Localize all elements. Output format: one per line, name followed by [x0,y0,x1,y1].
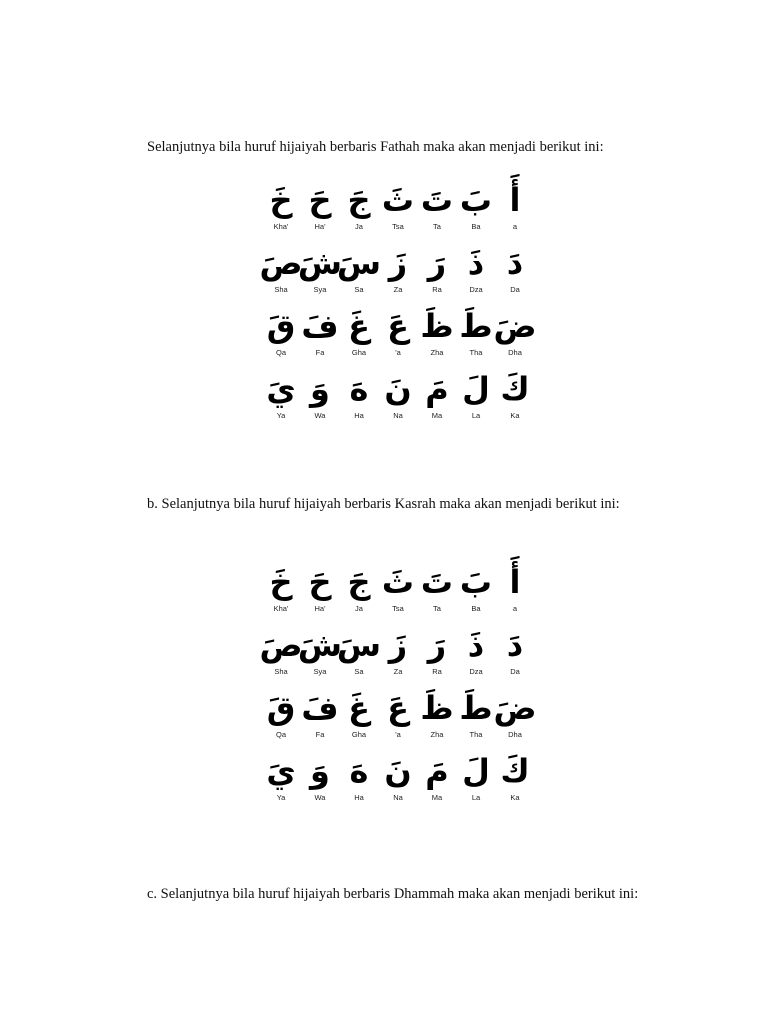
letter-cell [497,625,533,688]
letter-cell [497,369,533,432]
letter-row [263,688,537,751]
letter-cell [302,306,338,369]
arabic-letter: غَ [348,307,370,345]
arabic-letter: سَ [336,244,382,282]
letter-cell [341,180,377,243]
letter-row [263,369,533,432]
letter-cell [302,688,338,751]
letter-cell [259,625,303,688]
latin-transliteration: Sa [354,285,364,294]
arabic-letter: زَ [388,626,408,664]
letter-cell [493,306,537,369]
latin-transliteration: Gha [351,348,367,357]
letter-cell [497,243,533,306]
latin-transliteration: Tsa [392,222,404,231]
letter-cell [297,625,343,688]
arabic-letter: جَ [347,563,371,601]
arabic-letter: ضَ [493,307,537,345]
arabic-letter: يَ [266,370,296,408]
letter-cell [263,562,299,625]
latin-transliteration: Za [393,667,403,676]
hijaiyah-table-kasrah [259,562,537,814]
latin-transliteration: Tha [469,348,483,357]
letter-cell [497,562,533,625]
arabic-letter: شَ [297,626,343,664]
arabic-letter: صَ [259,626,303,664]
arabic-letter: رَ [427,244,447,282]
arabic-letter: زَ [388,244,408,282]
latin-transliteration: Sa [354,667,364,676]
latin-transliteration: 'a [395,348,401,357]
letter-cell [341,688,377,751]
arabic-letter: ظَ [420,689,454,727]
latin-transliteration: Da [510,667,520,676]
latin-transliteration: Ya [276,793,286,802]
latin-transliteration: Dza [469,285,483,294]
letter-cell [419,562,455,625]
letter-cell [419,688,455,751]
arabic-letter: عَ [387,307,409,345]
letter-cell [259,243,303,306]
letter-cell [380,688,416,751]
letter-cell [380,306,416,369]
letter-cell [380,180,416,243]
letter-cell [302,751,338,814]
latin-transliteration: Ma [431,793,443,802]
letter-row [263,306,537,369]
arabic-letter: شَ [297,244,343,282]
arabic-letter: ضَ [493,689,537,727]
letter-cell [419,243,455,306]
latin-transliteration: Sha [274,285,288,294]
arabic-letter: ثَ [381,563,415,601]
letter-cell [458,562,494,625]
letter-cell [380,243,416,306]
arabic-letter: أَ [509,181,521,219]
arabic-letter: بَ [459,563,493,601]
latin-transliteration: Za [393,285,403,294]
arabic-letter: نَ [384,752,412,790]
latin-transliteration: La [471,411,481,420]
letter-cell [263,751,299,814]
letter-cell [419,369,455,432]
latin-transliteration: Ta [433,604,441,613]
paragraph-kasrah: b. Selanjutnya bila huruf hijaiyah berbaris Kasrah maka akan menjadi berikut ini: [147,496,620,512]
arabic-letter: فَ [301,307,339,345]
letter-cell [263,369,299,432]
letter-cell [458,625,494,688]
latin-transliteration: Ha [354,793,364,802]
latin-transliteration: Wa [314,411,326,420]
arabic-letter: تَ [420,563,454,601]
letter-cell [458,369,494,432]
latin-transliteration: Ka [510,411,520,420]
latin-transliteration: Ha [354,411,364,420]
latin-transliteration: Ma [431,411,443,420]
arabic-letter: مَ [425,370,449,408]
latin-transliteration: Ra [432,667,442,676]
letter-cell [497,180,533,243]
arabic-letter: ثَ [381,181,415,219]
letter-cell [341,369,377,432]
arabic-letter: غَ [348,689,370,727]
letter-cell [263,180,299,243]
arabic-letter: دَ [506,244,524,282]
latin-transliteration: Sya [313,285,327,294]
letter-cell [458,306,494,369]
letter-cell [297,243,343,306]
latin-transliteration: a [512,222,518,231]
arabic-letter: نَ [384,370,412,408]
letter-row [263,751,533,814]
latin-transliteration: Ra [432,285,442,294]
latin-transliteration: Qa [275,348,286,357]
letter-cell [336,625,382,688]
latin-transliteration: Ha' [314,222,326,231]
arabic-letter: خَ [269,563,293,601]
letter-cell [341,751,377,814]
arabic-letter: وَ [310,370,330,408]
latin-transliteration: Ba [471,222,481,231]
latin-transliteration: Qa [275,730,286,739]
arabic-letter: دَ [506,626,524,664]
arabic-letter: قَ [266,689,296,727]
letter-cell [419,306,455,369]
arabic-letter: لَ [462,370,490,408]
arabic-letter: ذَ [467,244,485,282]
latin-transliteration: Ja [355,222,363,231]
arabic-letter: كَ [500,752,530,790]
arabic-letter: خَ [269,181,293,219]
letter-cell [493,688,537,751]
arabic-letter: لَ [462,752,490,790]
letter-cell [380,562,416,625]
arabic-letter: يَ [266,752,296,790]
letter-cell [336,243,382,306]
letter-row [263,562,533,625]
arabic-letter: كَ [500,370,530,408]
latin-transliteration: Ba [471,604,481,613]
arabic-letter: صَ [259,244,303,282]
letter-cell [380,625,416,688]
letter-cell [458,243,494,306]
arabic-letter: رَ [427,626,447,664]
letter-cell [380,751,416,814]
latin-transliteration: Sha [274,667,288,676]
latin-transliteration: Ja [355,604,363,613]
letter-cell [419,180,455,243]
latin-transliteration: Kha' [273,222,289,231]
letter-cell [341,562,377,625]
arabic-letter: هَ [349,752,369,790]
arabic-letter: وَ [310,752,330,790]
letter-cell [458,688,494,751]
arabic-letter: أَ [509,563,521,601]
latin-transliteration: a [512,604,518,613]
letter-cell [341,306,377,369]
arabic-letter: تَ [420,181,454,219]
latin-transliteration: Wa [314,793,326,802]
arabic-letter: طَ [459,307,493,345]
latin-transliteration: Gha [351,730,367,739]
letter-cell [302,562,338,625]
latin-transliteration: Dha [508,730,522,739]
arabic-letter: مَ [425,752,449,790]
latin-transliteration: Tha [469,730,483,739]
arabic-letter: عَ [387,689,409,727]
arabic-letter: سَ [336,626,382,664]
latin-transliteration: Ha' [314,604,326,613]
latin-transliteration: Na [393,411,403,420]
latin-transliteration: Ka [510,793,520,802]
letter-cell [419,751,455,814]
letter-cell [419,625,455,688]
latin-transliteration: Fa [315,730,325,739]
letter-row [259,243,533,306]
latin-transliteration: 'a [395,730,401,739]
letter-cell [458,180,494,243]
letter-cell [302,180,338,243]
hijaiyah-table-fathah [259,180,537,432]
paragraph-fathah: Selanjutnya bila huruf hijaiyah berbaris Fathah maka akan menjadi berikut ini: [147,139,604,155]
latin-transliteration: Zha [430,348,444,357]
arabic-letter: حَ [308,181,332,219]
letter-cell [497,751,533,814]
letter-cell [263,688,299,751]
latin-transliteration: Zha [430,730,444,739]
paragraph-dhammah: c. Selanjutnya bila huruf hijaiyah berbaris Dhammah maka akan menjadi berikut ini: [147,886,639,902]
latin-transliteration: La [471,793,481,802]
latin-transliteration: Ya [276,411,286,420]
latin-transliteration: Na [393,793,403,802]
letter-row [263,180,533,243]
latin-transliteration: Fa [315,348,325,357]
arabic-letter: حَ [308,563,332,601]
letter-cell [263,306,299,369]
letter-cell [380,369,416,432]
arabic-letter: هَ [349,370,369,408]
latin-transliteration: Dha [508,348,522,357]
arabic-letter: ظَ [420,307,454,345]
letter-row [259,625,533,688]
latin-transliteration: Dza [469,667,483,676]
latin-transliteration: Kha' [273,604,289,613]
letter-cell [458,751,494,814]
arabic-letter: فَ [301,689,339,727]
arabic-letter: ذَ [467,626,485,664]
latin-transliteration: Tsa [392,604,404,613]
arabic-letter: طَ [459,689,493,727]
arabic-letter: جَ [347,181,371,219]
latin-transliteration: Sya [313,667,327,676]
arabic-letter: بَ [459,181,493,219]
latin-transliteration: Ta [433,222,441,231]
letter-cell [302,369,338,432]
latin-transliteration: Da [510,285,520,294]
arabic-letter: قَ [266,307,296,345]
